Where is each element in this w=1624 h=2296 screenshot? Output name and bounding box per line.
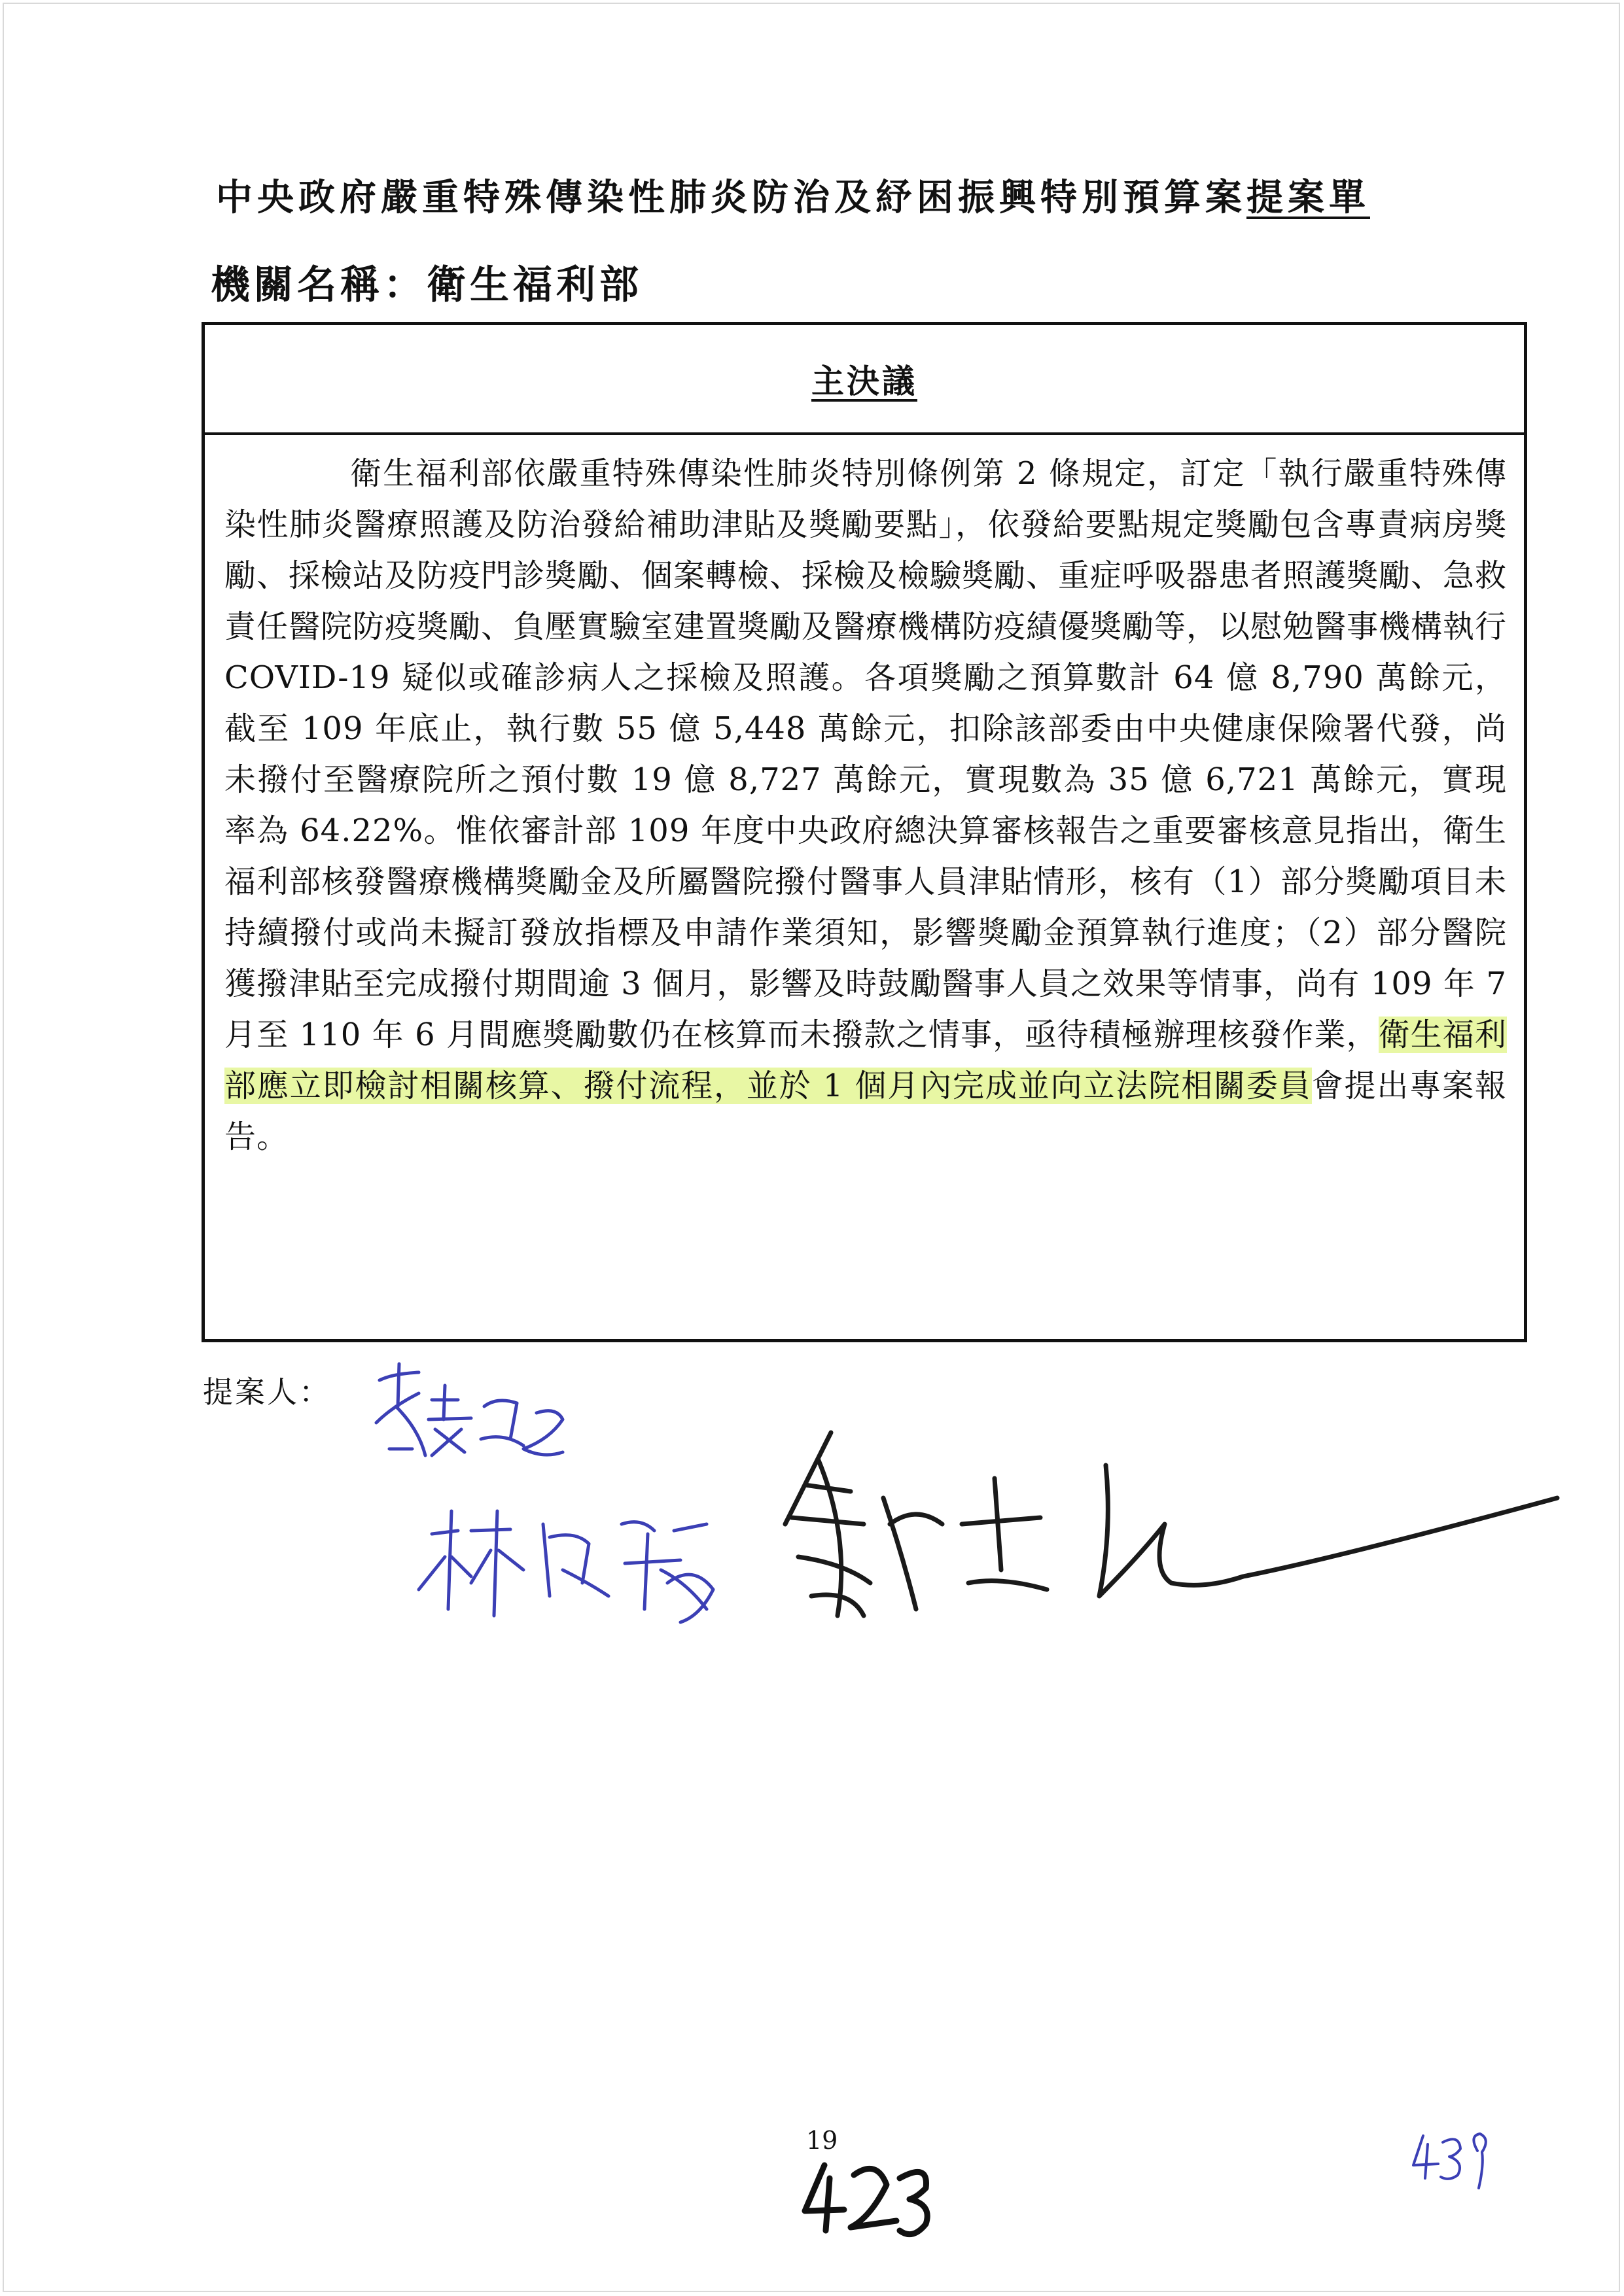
page-number: 19 — [806, 2126, 838, 2155]
page-title — [216, 169, 1370, 221]
resolution-heading: 主決議 — [811, 362, 917, 400]
resolution-text-end: 會提出專案報告。 — [224, 1068, 1507, 1155]
resolution-text: 衛生福利部依嚴重特殊傳染性肺炎特別條例第 2 條規定，訂定「執行嚴重特殊傳染性肺炎醫療照護及防治發給補助津貼及獎勵要點」，依發給要點規定獎勵包含專責病房獎勵、採檢站及防疫門診獎勵、個案轉檢、採檢及檢驗獎勵、重症呼吸器患者照護獎勵、急救責任醫院防疫獎勵、負壓實驗室建置獎勵及醫療機構防疫績優獎勵等，以慰勉醫事機構執行 COVID-19 疑似或確診病人之採檢及照護。各項獎勵之預算數計 64 億 8,790 萬餘元，截至 109 年底止，執行數 55 億 5,448 萬餘元，扣除該部委由中央健康保險署代發，尚未撥付至醫療院所之預付數 19 億 8,727 萬餘元，實現數為 35 億 6,721 萬餘元，實現率為 64.22%。惟依審計部 109 年度中央政府總決算審核報告之重要審核意見指出，衛生福利部核發醫療機構獎勵金及所屬醫院撥付醫事人員津貼情形，核有（1）部分獎勵項目未持續撥付或尚未擬訂發放指標及申請作業須知，影響獎勵金預算執行進度；（2）部分醫院獲撥津貼至完成撥付期間逾 3 個月，影響及時鼓勵醫事人員之效果等情事，尚有 109 年 7 月至 110 年 6 月間應獎勵數仍在核算而未撥款之情事，亟待積極辦理核發作業， — [224, 455, 1508, 1053]
resolution-body — [224, 448, 1507, 1162]
title-underlined: 提案單 — [1246, 176, 1370, 219]
proposer-label: 提案人： — [203, 1374, 331, 1410]
resolution-table — [202, 322, 1527, 1342]
highlighted-text: 衛生福利部應立即檢討相關核算、撥付流程，並於 1 個月內完成並向立法院相關委員 — [224, 1017, 1507, 1104]
agency-name: 機關名稱：衛生福利部 — [211, 262, 643, 308]
title-main: 中央政府嚴重特殊傳染性肺炎防治及紓困振興特別預算案 — [216, 176, 1246, 219]
resolution-heading-cell — [205, 325, 1524, 435]
